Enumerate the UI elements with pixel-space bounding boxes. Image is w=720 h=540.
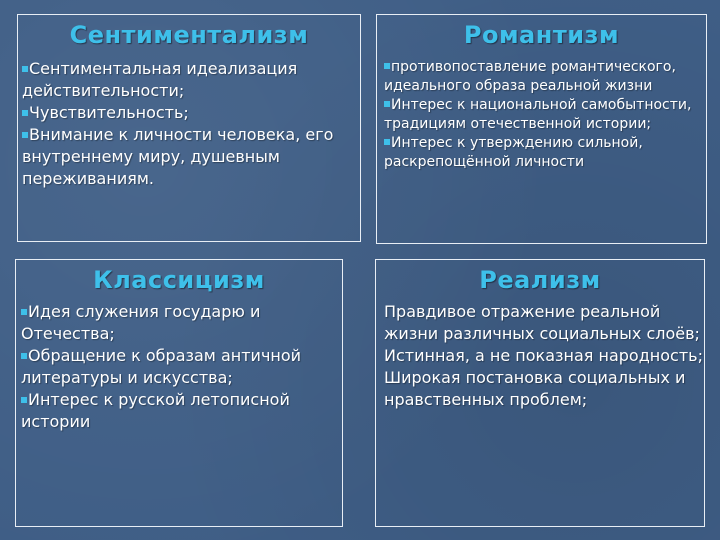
list-item: Интерес к национальной самобытности, традициям отечественной истории; [384, 97, 692, 132]
list-item: Чувствительность; [22, 102, 360, 124]
list-item: Идея служения государю и Отечества; [21, 302, 261, 343]
panel-title: Сентиментализм [69, 21, 309, 49]
panel-title: Романтизм [463, 21, 620, 49]
bullet-icon [21, 353, 27, 359]
bullet-icon [22, 110, 28, 116]
item-list [384, 58, 704, 172]
panel-romanticism [376, 14, 707, 244]
list-item: Интерес к русской летописной истории [21, 390, 290, 431]
panel-classicism [15, 259, 343, 527]
panel-title: Классицизм [93, 266, 265, 294]
list-item: Обращение к образам античной литературы и искусства; [21, 346, 302, 387]
panel-realism [375, 259, 705, 527]
list-item: противопоставление романтического, идеального образа реальной жизни [384, 59, 676, 94]
list-item: Интерес к утверждению сильной, раскрепощённой личности [384, 135, 643, 170]
bullet-icon [384, 63, 390, 69]
bullet-icon [22, 66, 28, 72]
bullet-icon [22, 132, 28, 138]
panel-sentimentalism [17, 14, 361, 242]
bullet-icon [384, 139, 390, 145]
list-item: Сентиментальная идеализация действительности; [22, 59, 298, 100]
list-item: Истинная, а не показная народность; [384, 346, 703, 365]
bullet-icon [21, 397, 27, 403]
list-item: Правдивое отражение реальной жизни различных социальных слоёв; [384, 302, 700, 343]
list-item: Внимание к личности человека, его внутреннему миру, душевным переживаниям. [22, 125, 334, 188]
list-item: Широкая постановка социальных и нравственных проблем; [384, 368, 686, 409]
bullet-icon [384, 101, 390, 107]
item-list [21, 301, 343, 433]
panel-title: Реализм [479, 266, 601, 294]
bullet-icon [21, 309, 27, 315]
item-list [22, 58, 360, 190]
item-list [384, 301, 704, 411]
